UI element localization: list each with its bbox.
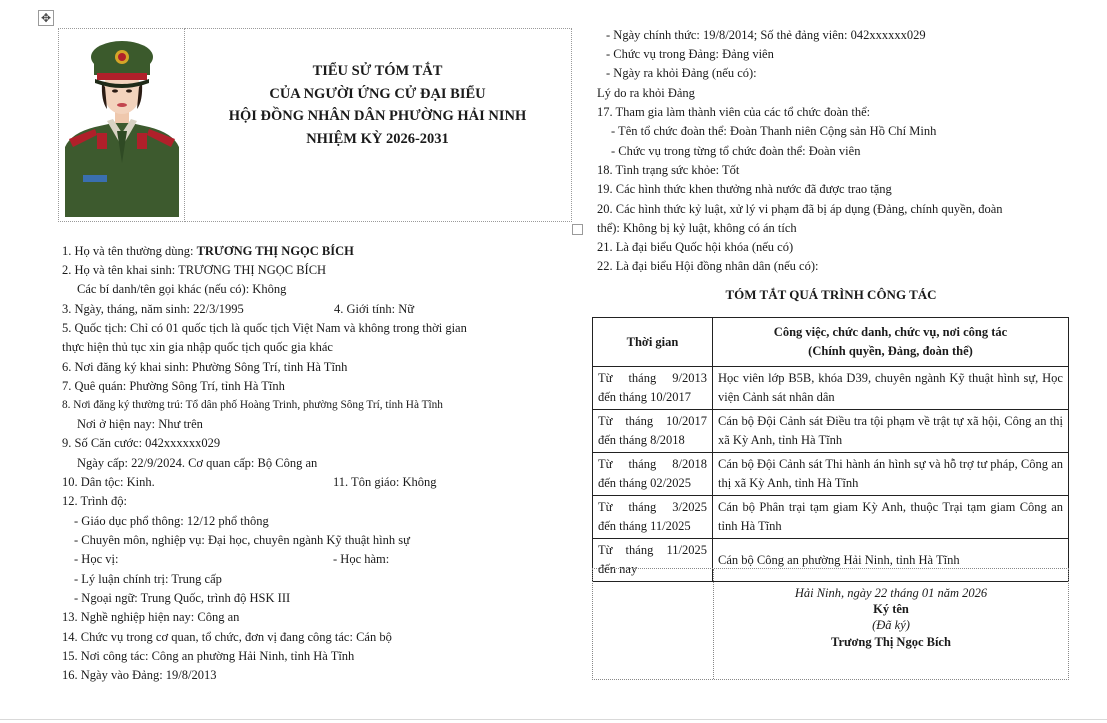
time-from: Từ tháng 3/2025 bbox=[598, 500, 707, 514]
table-header-row bbox=[593, 318, 1069, 367]
time-from: Từ tháng 8/2018 bbox=[598, 457, 707, 471]
job-cell: Cán bộ Phân trại tạm giam Kỳ Anh, thuộc Trại tạm giam Công an tỉnh Hà Tĩnh bbox=[713, 496, 1069, 539]
portrait-photo bbox=[61, 35, 183, 217]
bio-line-9: 9. Số Căn cước: 042xxxxxx029 bbox=[62, 436, 221, 450]
table-row bbox=[593, 496, 1069, 539]
table-row bbox=[593, 410, 1069, 453]
col-header-job bbox=[713, 318, 1069, 367]
title-line-4: NHIỆM KỲ 2026-2031 bbox=[306, 130, 449, 147]
party-exit-date: - Ngày ra khỏi Đảng (nếu có): bbox=[606, 66, 757, 80]
time-to: đến tháng 02/2025 bbox=[598, 476, 692, 490]
title-line-3: HỘI ĐỒNG NHÂN DÂN PHƯỜNG HẢI NINH bbox=[228, 108, 527, 124]
time-cell bbox=[593, 453, 713, 496]
job-cell: Cán bộ Đội Cảnh sát Điều tra tội phạm về trật tự xã hội, Công an thị xã Kỳ Anh, tỉnh Hà Tĩnh bbox=[713, 410, 1069, 453]
bio-line-15: 15. Nơi công tác: Công an phường Hải Ninh, tỉnh Hà Tĩnh bbox=[62, 649, 355, 663]
bio-line-17b: - Chức vụ trong từng tổ chức đoàn thể: Đoàn viên bbox=[611, 144, 861, 158]
bio-line-5b: thực hiện thủ tục xin gia nhập quốc tịch quốc gia khác bbox=[62, 340, 333, 354]
title-cell bbox=[184, 28, 572, 222]
bio-line-22: 22. Là đại biểu Hội đồng nhân dân (nếu có): bbox=[597, 259, 819, 273]
bio-line-3: 3. Ngày, tháng, năm sinh: 22/3/1995 bbox=[62, 302, 244, 316]
col-header-job-line-1: Công việc, chức danh, chức vụ, nơi công tác bbox=[773, 325, 1008, 339]
work-history-table bbox=[592, 317, 1069, 582]
common-name: TRƯƠNG THỊ NGỌC BÍCH bbox=[196, 244, 354, 258]
bio-line-21: 21. Là đại biểu Quốc hội khóa (nếu có) bbox=[597, 240, 794, 254]
bio-line-2: 2. Họ và tên khai sinh: TRƯƠNG THỊ NGỌC BÍCH bbox=[62, 263, 327, 277]
job-cell: Học viên lớp B5B, khóa D39, chuyên ngành Kỹ thuật hình sự, Học viện Cảnh sát nhân dân bbox=[713, 367, 1069, 410]
party-position: - Chức vụ trong Đảng: Đảng viên bbox=[606, 47, 774, 61]
time-to: đến tháng 11/2025 bbox=[598, 519, 691, 533]
time-from: Từ tháng 9/2013 bbox=[598, 371, 707, 385]
signed-note: (Đã ký) bbox=[872, 618, 910, 632]
bio-line-10: 10. Dân tộc: Kinh. bbox=[62, 475, 155, 489]
time-cell bbox=[593, 410, 713, 453]
bio-line-7: 7. Quê quán: Phường Sông Trí, tỉnh Hà Tĩnh bbox=[62, 379, 285, 393]
table-row bbox=[593, 453, 1069, 496]
bio-line-4: 4. Giới tính: Nữ bbox=[334, 302, 415, 316]
time-from: Từ tháng 11/2025 bbox=[598, 543, 707, 557]
signature-block bbox=[714, 585, 1068, 650]
bio-line-20b: thể): Không bị kỷ luật, không có án tích bbox=[597, 221, 797, 235]
time-cell bbox=[593, 367, 713, 410]
time-to: đến tháng 8/2018 bbox=[598, 433, 685, 447]
bio-line-19: 19. Các hình thức khen thưởng nhà nước đã được trao tặng bbox=[597, 182, 892, 196]
table-move-handle[interactable]: ✥ bbox=[38, 10, 54, 26]
bio-line-17: 17. Tham gia làm thành viên của các tổ chức đoàn thể: bbox=[597, 105, 871, 119]
place-date: Hải Ninh, ngày 22 tháng 01 năm 2026 bbox=[794, 586, 988, 600]
bio-line-12d: - Lý luận chính trị: Trung cấp bbox=[74, 572, 222, 586]
bio-line-5a: 5. Quốc tịch: Chỉ có 01 quốc tịch là quốc tịch Việt Nam và không trong thời gian bbox=[62, 321, 467, 335]
bio-line-14: 14. Chức vụ trong cơ quan, tổ chức, đơn vị đang công tác: Cán bộ bbox=[62, 630, 392, 644]
title-line-1: TIỂU SỬ TÓM TẮT bbox=[312, 63, 443, 79]
bio-line-12a: - Giáo dục phổ thông: 12/12 phổ thông bbox=[74, 514, 269, 528]
job-cell: Cán bộ Công an phường Hải Ninh, tỉnh Hà Tĩnh bbox=[713, 539, 1069, 582]
time-to: đến nay bbox=[598, 562, 638, 576]
table-row bbox=[593, 367, 1069, 410]
bio-line-11: 11. Tôn giáo: Không bbox=[333, 475, 437, 489]
bio-line-20a: 20. Các hình thức kỷ luật, xử lý vi phạm đã bị áp dụng (Đảng, chính quyền, đoàn bbox=[597, 202, 1003, 216]
work-history-title: TÓM TẮT QUÁ TRÌNH CÔNG TÁC bbox=[725, 287, 937, 302]
time-cell bbox=[593, 496, 713, 539]
bio-line-6: 6. Nơi đăng ký khai sinh: Phường Sông Trí, tỉnh Hà Tĩnh bbox=[62, 360, 348, 374]
party-exit-reason: Lý do ra khỏi Đảng bbox=[597, 86, 695, 100]
bio-line-13: 13. Nghề nghiệp hiện nay: Công an bbox=[62, 610, 240, 624]
time-to: đến tháng 10/2017 bbox=[598, 390, 692, 404]
col-header-time: Thời gian bbox=[593, 318, 713, 367]
page-bottom-edge bbox=[0, 719, 1107, 720]
bio-line-12: 12. Trình độ: bbox=[62, 494, 127, 508]
bio-line-8b: Nơi ở hiện nay: Như trên bbox=[77, 417, 203, 431]
time-from: Từ tháng 10/2017 bbox=[598, 414, 707, 428]
document-title bbox=[184, 60, 571, 150]
bio-line-12b: - Chuyên môn, nghiệp vụ: Đại học, chuyên ngành Kỹ thuật hình sự bbox=[74, 533, 410, 547]
sign-label: Ký tên bbox=[873, 602, 909, 616]
bio-line-8: 8. Nơi đăng ký thường trú: Tổ dân phố Hoàng Trinh, phường Sông Trí, tỉnh Hà Tĩnh bbox=[62, 399, 443, 411]
signer-name: Trương Thị Ngọc Bích bbox=[831, 635, 951, 649]
photo-cell bbox=[58, 28, 185, 222]
bio-line-17a: - Tên tổ chức đoàn thể: Đoàn Thanh niên Cộng sản Hồ Chí Minh bbox=[611, 124, 937, 138]
bio-line-1 bbox=[62, 242, 354, 261]
party-official-date: - Ngày chính thức: 19/8/2014; Số thẻ đảng viên: 042xxxxxx029 bbox=[606, 28, 926, 42]
bio-line-12e: - Ngoại ngữ: Trung Quốc, trình độ HSK III bbox=[74, 591, 291, 605]
bio-line-16: 16. Ngày vào Đảng: 19/8/2013 bbox=[62, 668, 217, 682]
bio-line-9b: Ngày cấp: 22/9/2024. Cơ quan cấp: Bộ Công an bbox=[77, 456, 318, 470]
bio-line-2b: Các bí danh/tên gọi khác (nếu có): Không bbox=[77, 282, 287, 296]
table-resize-handle[interactable] bbox=[572, 224, 583, 235]
signature-table bbox=[592, 568, 1069, 680]
bio-line-18: 18. Tình trạng sức khỏe: Tốt bbox=[597, 163, 740, 177]
label: 1. Họ và tên thường dùng: bbox=[62, 244, 197, 258]
bio-line-12c: - Học vị: bbox=[74, 552, 119, 566]
bio-line-12c2: - Học hàm: bbox=[333, 552, 390, 566]
job-cell: Cán bộ Đội Cảnh sát Thi hành án hình sự và hỗ trợ tư pháp, Công an thị xã Kỳ Anh, tỉnh Hà Tĩnh bbox=[713, 453, 1069, 496]
col-header-job-line-2: (Chính quyền, Đảng, đoàn thể) bbox=[808, 344, 973, 358]
title-line-2: CỦA NGƯỜI ỨNG CỬ ĐẠI BIỂU bbox=[269, 85, 486, 102]
